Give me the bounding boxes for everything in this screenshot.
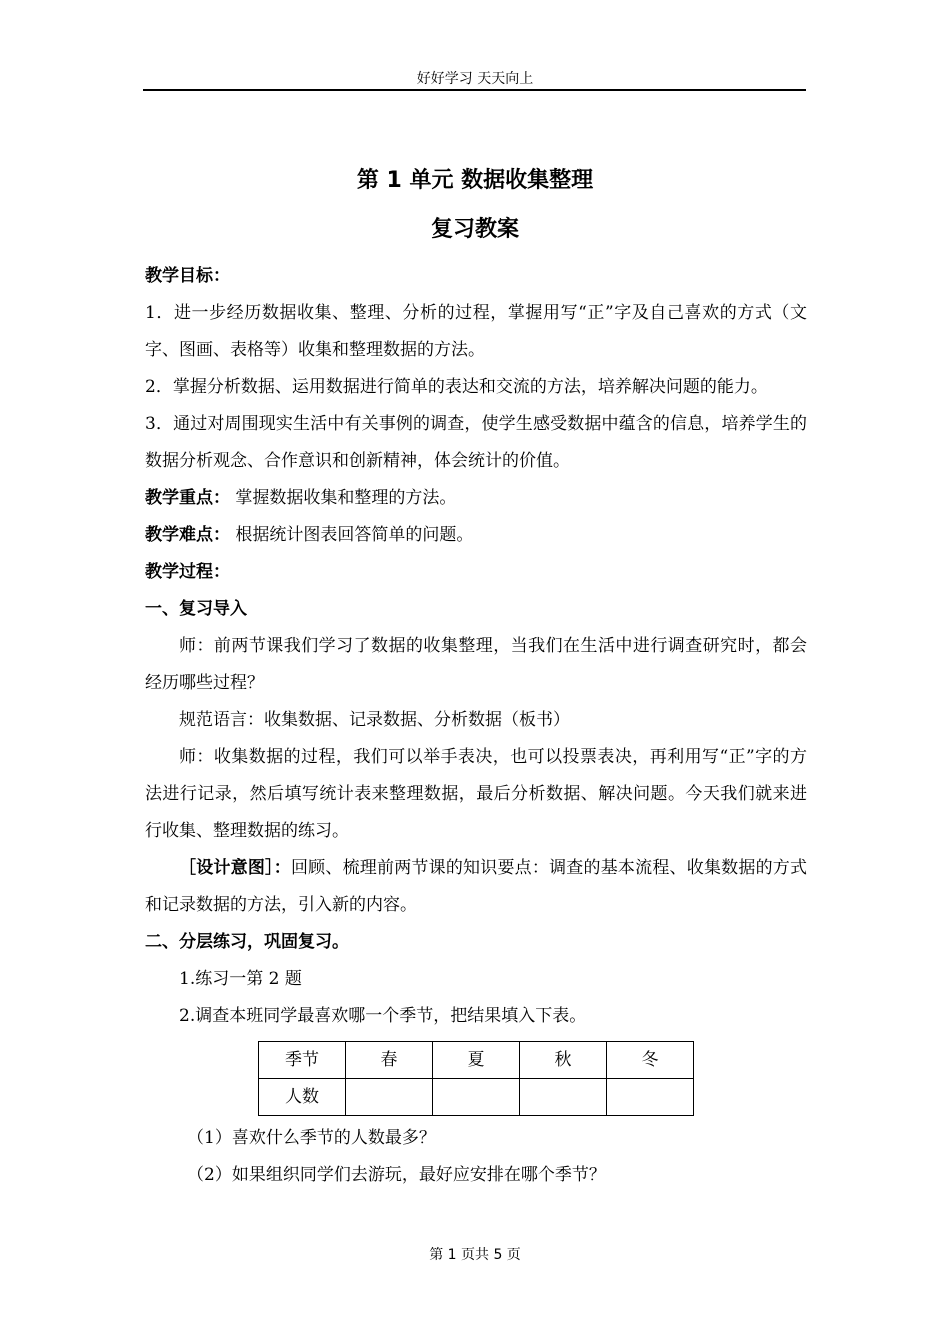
table-cell: [346, 1079, 433, 1116]
section1-heading: 一、复习导入: [145, 599, 247, 619]
section1-para3: 师：收集数据的过程，我们可以举手表决，也可以投票表决，再利用写“正”字的方法进行记录，然后填写统计表来整理数据，最后分析数据、解决问题。今天我们就来进行收集、整理数据的练习。: [145, 747, 807, 841]
season-table: [258, 1041, 694, 1116]
design-intent: [145, 850, 807, 924]
document-title: 第 1 单元 数据收集整理: [356, 168, 594, 193]
table-row: [259, 1042, 694, 1079]
key-point-label: 教学重点：: [145, 488, 230, 508]
table-cell: 季节: [259, 1042, 346, 1079]
table-cell: 冬: [607, 1042, 694, 1079]
section2-heading: 二、分层练习，巩固复习。: [145, 932, 349, 952]
design-intent-label: ［设计意图］：: [179, 858, 291, 878]
key-point: [145, 480, 807, 517]
table-cell: [607, 1079, 694, 1116]
table-cell: [433, 1079, 520, 1116]
difficulty-label: 教学难点：: [145, 525, 230, 545]
objectives-heading: 教学目标：: [145, 266, 230, 286]
objective-item-1: 1．进一步经历数据收集、整理、分析的过程，掌握用写“正”字及自己喜欢的方式（文字、图画、表格等）收集和整理数据的方法。: [145, 303, 807, 360]
document-body: [145, 258, 807, 1194]
header-divider: [143, 89, 806, 91]
question-1: （1）喜欢什么季节的人数最多？: [187, 1128, 436, 1148]
table-cell: [520, 1079, 607, 1116]
page-footer: 第 1 页共 5 页: [429, 1247, 521, 1263]
design-intent-text: 回顾、梳理前两节课的知识要点：调查的基本流程、收集数据的方式和记录数据的方法，引入新的内容。: [145, 858, 808, 915]
objective-item-2: 2．掌握分析数据、运用数据进行简单的表达和交流的方法，培养解决问题的能力。: [145, 377, 768, 397]
exercise-item-2: 2.调查本班同学最喜欢哪一个季节，把结果填入下表。: [179, 1006, 587, 1026]
table-cell: 春: [346, 1042, 433, 1079]
exercise-item-1: 1.练习一第 2 题: [179, 969, 302, 989]
difficulty-text: 根据统计图表回答简单的问题。: [235, 525, 474, 545]
section1-para2: 规范语言：收集数据、记录数据、分析数据（板书）: [179, 710, 570, 730]
table-row: [259, 1079, 694, 1116]
question-2: （2）如果组织同学们去游玩，最好应安排在哪个季节？: [187, 1165, 606, 1185]
page-header: 好好学习 天天向上: [416, 71, 534, 87]
table-cell: 秋: [520, 1042, 607, 1079]
difficulty: [145, 517, 807, 554]
objective-item-3: 3．通过对周围现实生活中有关事例的调查，使学生感受数据中蕴含的信息，培养学生的数据分析观念、合作意识和创新精神，体会统计的价值。: [145, 414, 807, 471]
section1-para1: 师：前两节课我们学习了数据的收集整理，当我们在生活中进行调查研究时，都会经历哪些过程？: [145, 636, 807, 693]
key-point-text: 掌握数据收集和整理的方法。: [235, 488, 457, 508]
table-cell: 人数: [259, 1079, 346, 1116]
process-heading: 教学过程：: [145, 562, 230, 582]
document-subtitle: 复习教案: [430, 217, 519, 242]
table-cell: 夏: [433, 1042, 520, 1079]
